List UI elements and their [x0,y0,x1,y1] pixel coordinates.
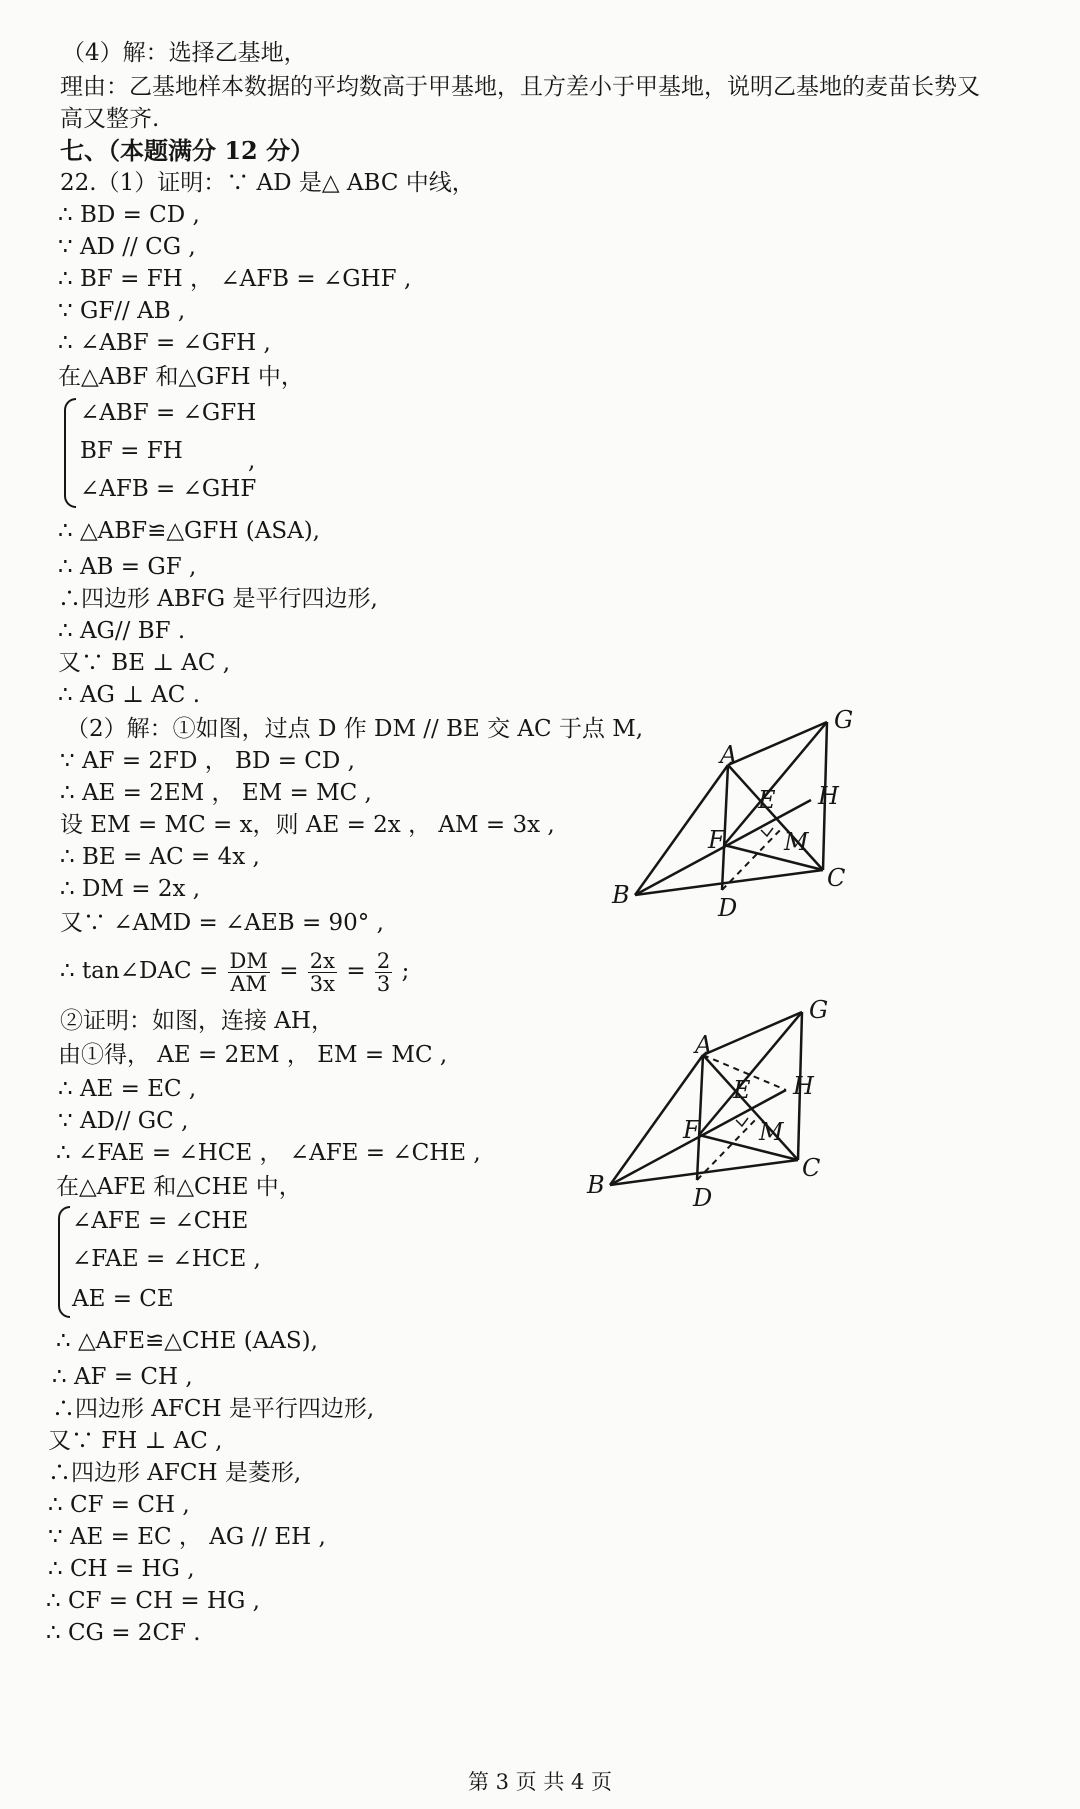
brace-row: AE = CE [72,1286,174,1312]
fraction-2x-3x [308,950,337,995]
numerator: 2x [309,948,335,973]
text-line: 高又整齐. [60,106,160,132]
text-line: 又∵ ∠AMD = ∠AEB = 90° , [60,910,384,936]
geometry-figure-2 [575,990,835,1220]
text-line: ∴ ∠ABF = ∠GFH , [58,330,271,356]
brace-row: ∠ABF = ∠GFH [80,400,257,426]
label-d: D [718,894,738,922]
text-line: 在△AFE 和△CHE 中， [56,1174,302,1200]
denominator: 3x [309,971,335,996]
right-angle-mark [736,1118,748,1126]
fraction-dm-am [228,950,270,995]
text-line: ∵ GF// AB , [58,298,186,324]
segment-ac [703,1055,798,1160]
text-line: ∴ AG// BF . [58,618,186,644]
tan-formula [60,946,409,996]
text-line: ∴ BE = AC = 4x , [60,844,260,870]
brace-comma: , [248,448,256,474]
equation-brace [64,398,76,508]
text-line: ∵ AD // CG , [58,234,196,260]
text-line: ∵ AE = EC ， AG // EH , [48,1524,326,1550]
text-line: ∴ CH = HG , [48,1556,195,1582]
right-angle-mark [761,828,773,836]
text-line: ∴ BF = FH ， ∠AFB = ∠GHF , [58,266,412,292]
geometry-figure-1 [600,700,860,930]
page-footer: 第 3 页 共 4 页 [467,1770,613,1794]
text-line: ∴ AE = EC , [58,1076,197,1102]
label-h: H [793,1072,814,1100]
label-g: G [834,706,854,734]
text-line: 在△ABF 和△GFH 中， [58,364,304,390]
label-a: A [720,741,738,769]
text-line: ∵ AD// GC , [58,1108,189,1134]
text-line: ∴ AE = 2EM ， EM = MC , [60,780,372,806]
text-line: ∴ CG = 2CF . [46,1620,201,1646]
brace-row: ∠FAE = ∠HCE , [72,1246,261,1272]
brace-row: ∠AFE = ∠CHE [72,1208,249,1234]
segment-bc [610,1160,798,1185]
text-line: ∴ CF = CH = HG , [46,1588,260,1614]
label-f: F [683,1116,700,1144]
text-line: ∴ AF = CH , [52,1364,193,1390]
segment-ac [728,765,823,870]
segment-gf [699,1012,802,1135]
text-line: 理由：乙基地样本数据的平均数高于甲基地，且方差小于甲基地，说明乙基地的麦苗长势又 [60,74,980,100]
equals-sign: = [279,958,299,984]
text-line: （4）解：选择乙基地， [62,40,307,66]
text-line: ②证明：如图，连接 AH， [60,1008,334,1034]
semicolon: ; [401,958,410,984]
text-line: ∴ ∠FAE = ∠HCE ， ∠AFE = ∠CHE , [56,1140,481,1166]
label-e: E [733,1076,751,1104]
text-line: ∴ △AFE≌△CHE (AAS), [56,1328,318,1354]
problem-heading: 22.（1）证明：∵ AD 是△ ABC 中线， [60,170,475,196]
tan-label: ∴ tan∠DAC = [60,958,219,984]
brace-row: BF = FH [80,438,183,464]
text-line: ∴ AG ⊥ AC . [58,682,201,708]
equals-sign: = [346,958,366,984]
text-line: ∵ AF = 2FD ， BD = CD , [60,748,355,774]
label-m: M [759,1118,784,1146]
label-m: M [784,828,809,856]
label-d: D [693,1184,713,1212]
numerator: 2 [376,948,391,973]
equation-brace [58,1206,70,1318]
label-b: B [587,1171,605,1199]
text-line: 由①得， AE = 2EM ， EM = MC , [58,1042,448,1068]
text-line: ∴ CF = CH , [48,1492,190,1518]
text-line: ∴四边形 AFCH 是平行四边形, [52,1396,375,1422]
text-line: 设 EM = MC = x，则 AE = 2x ， AM = 3x , [60,812,555,838]
denominator: 3 [376,971,391,996]
label-a: A [695,1031,713,1059]
numerator: DM [229,948,268,973]
text-line: 又∵ FH ⊥ AC , [48,1428,223,1454]
label-c: C [827,864,846,892]
label-h: H [818,782,839,810]
text-line: 又∵ BE ⊥ AC , [58,650,231,676]
text-line: ∴ DM = 2x , [60,876,201,902]
text-line: ∴四边形 ABFG 是平行四边形, [58,586,378,612]
label-c: C [802,1154,821,1182]
text-line: （2）解：①如图，过点 D 作 DM // BE 交 AC 于点 M, [66,716,644,742]
label-b: B [612,881,630,909]
text-line: ∴四边形 AFCH 是菱形, [48,1460,302,1486]
text-line: ∴ AB = GF , [58,554,197,580]
segment-gf [724,722,827,845]
label-e: E [758,786,776,814]
segment-ag [728,722,827,765]
brace-row: ∠AFB = ∠GHF [80,476,257,502]
label-f: F [708,826,725,854]
text-line: ∴ △ABF≌△GFH (ASA), [58,518,320,544]
section-heading: 七、（本题满分 12 分） [60,136,315,165]
segment-bc [635,870,823,895]
label-g: G [809,996,829,1024]
denominator: AM [230,971,268,996]
text-line: ∴ BD = CD , [58,202,200,228]
fraction-2-3 [375,950,392,995]
segment-ag [703,1012,802,1055]
